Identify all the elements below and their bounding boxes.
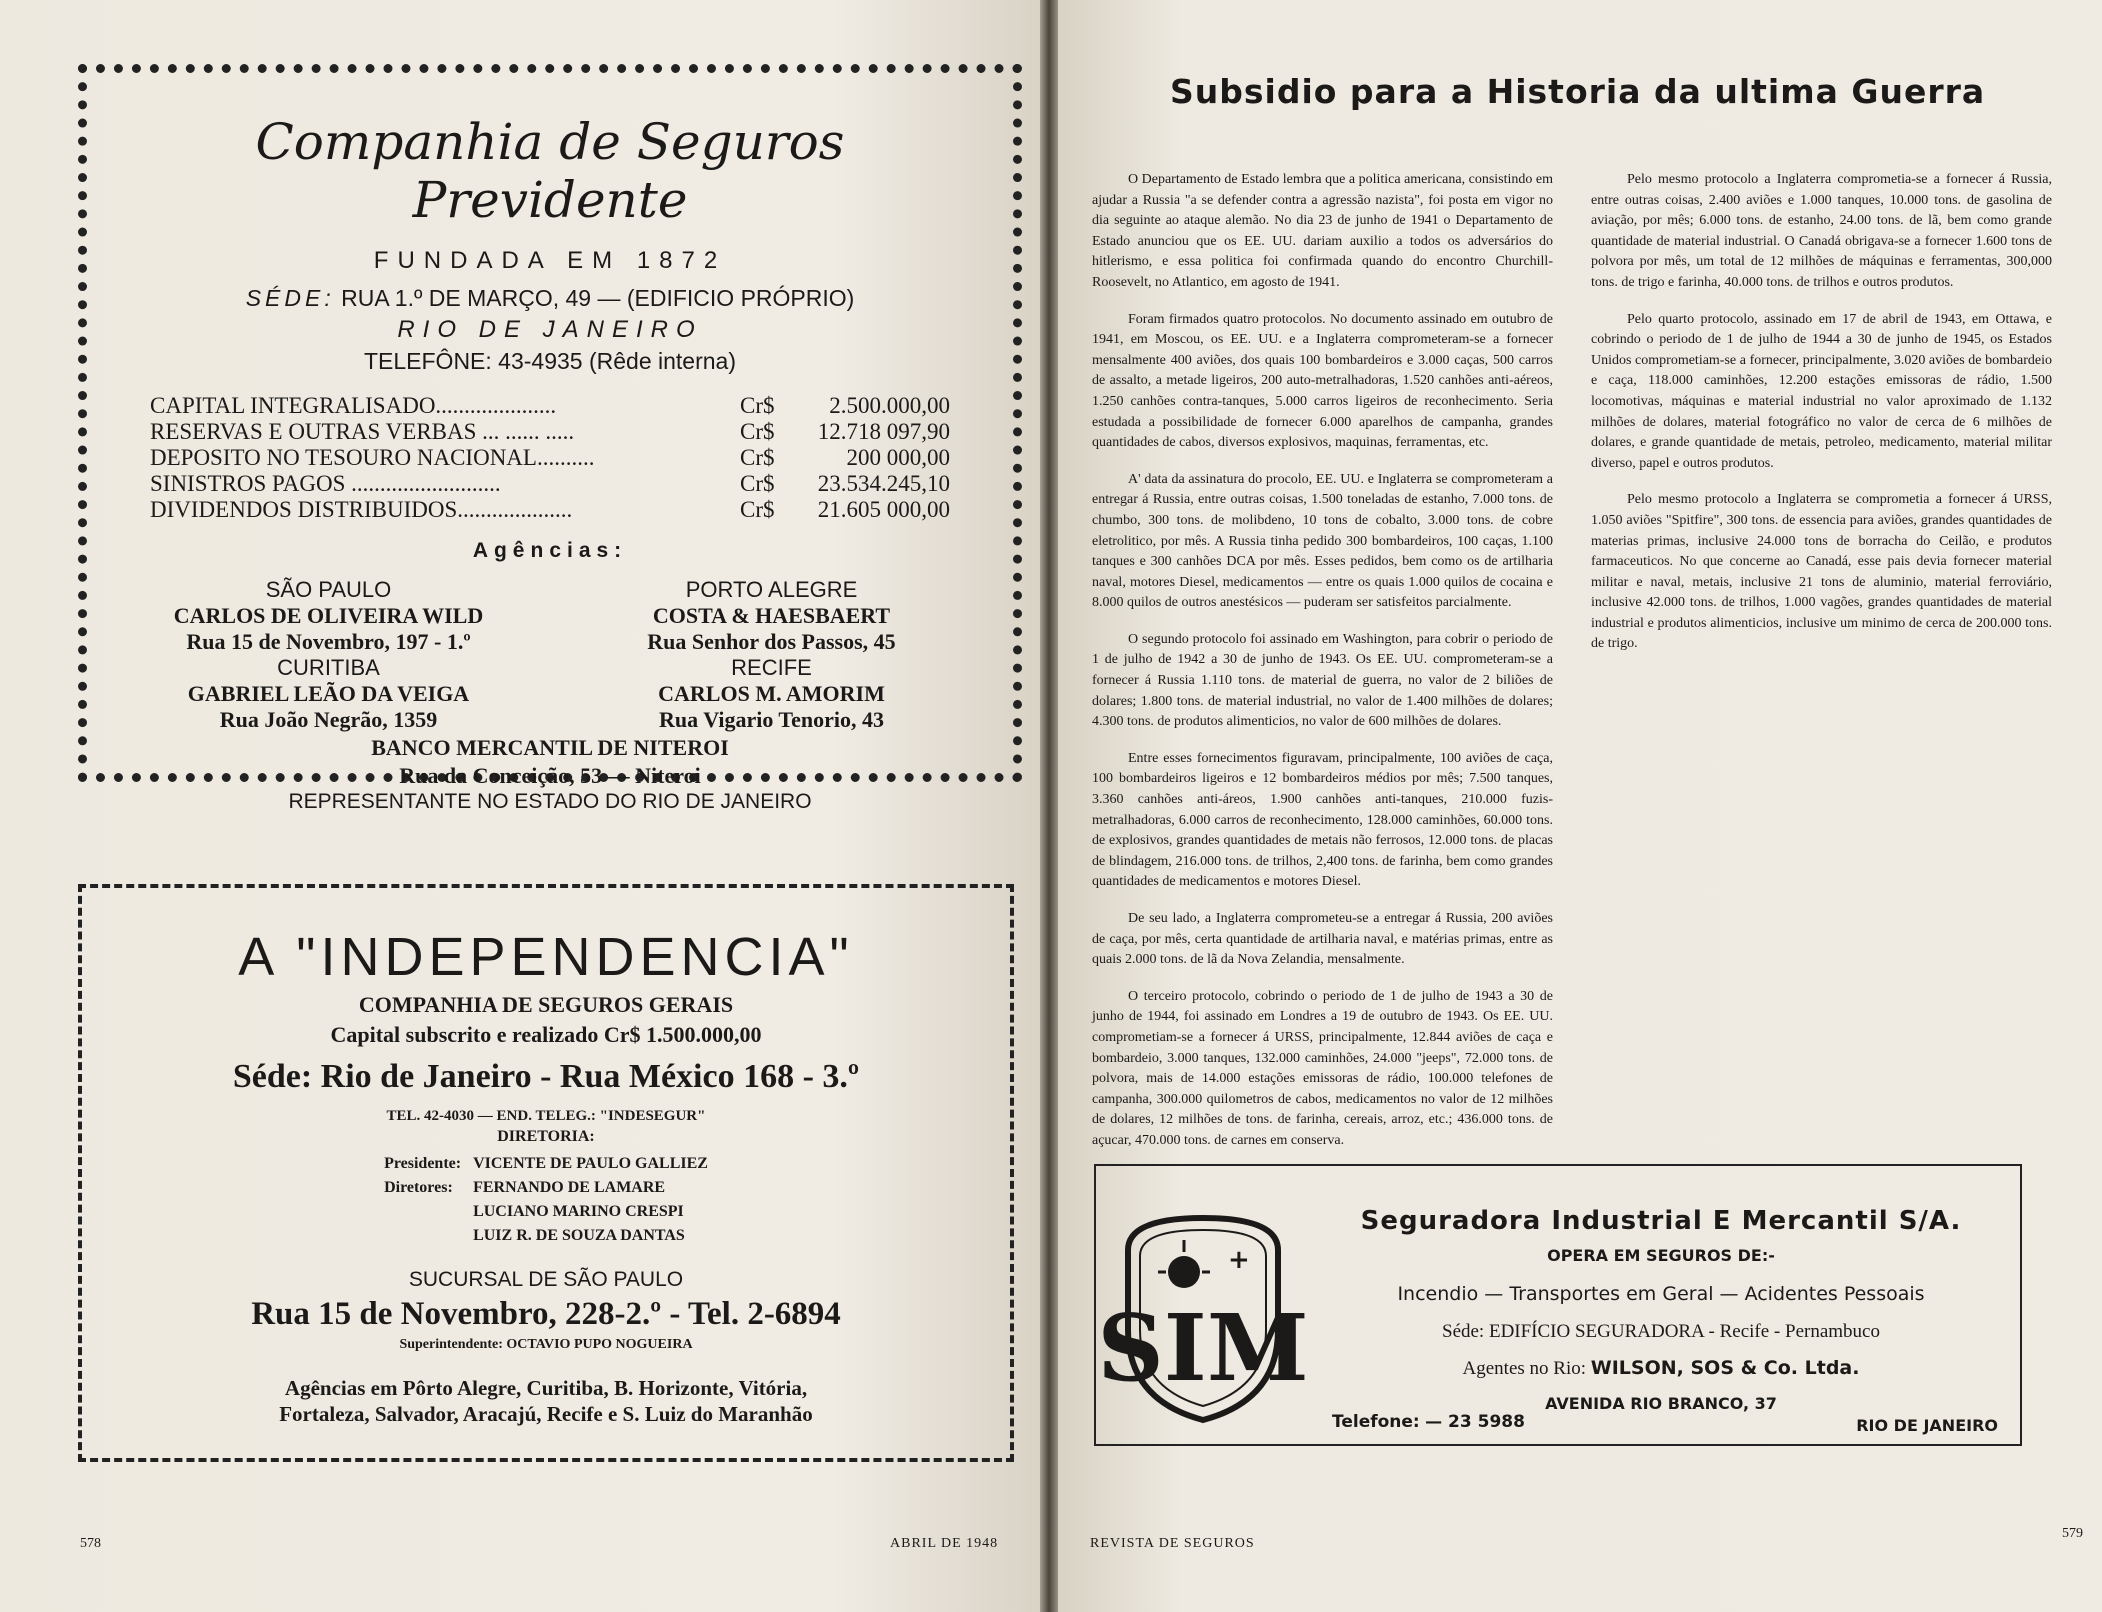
seguradora-sede: Séde: EDIFÍCIO SEGURADORA - Recife - Pernambuco	[1442, 1321, 1880, 1342]
article-body	[1092, 170, 2052, 1172]
independencia-sede: Séde: Rio de Janeiro - Rua México 168 - 3.º	[232, 1058, 860, 1095]
right-page	[1058, 0, 2102, 1612]
financial-value: 200 000,00	[846, 445, 950, 470]
financial-currency: Cr$	[740, 497, 775, 522]
director-name: LUIZ R. DE SOUZA DANTAS	[473, 1227, 685, 1244]
agency-city: PORTO ALEGRE	[685, 577, 858, 602]
financial-value: 21.605 000,00	[817, 497, 950, 522]
article-paragraph: Pelo quarto protocolo, assinado em 17 de abril de 1943, em Ottawa, e cobrindo o periodo de 1 de julho de 1944 a 30 de junho de 1945, os Estados Unidos comprometiam-se a fornecer, principalmente, 3.020 aviões de bombardeio e caça, 118.000 caminhões, 12.200 estações emissoras de rádio, 1.500 locomotivas, máquinas e material industrial no valor aproximado de 1.132 milhões de dolares, material fotográfico no valor de cerca de 6 milhões de dolares, e grande quantidade de metais, petroleo, medicamento, material militar diverso, papel e outros produtos.	[1591, 311, 2052, 471]
seguradora-name: Seguradora Industrial E Mercantil S/A.	[1360, 1206, 1962, 1236]
independencia-subtitle: COMPANHIA DE SEGUROS GERAIS	[358, 992, 734, 1017]
right-page-number: 579	[2062, 1526, 2083, 1541]
agentes-name: WILSON, SOS & Co. Ltda.	[1590, 1357, 1860, 1379]
director-name: FERNANDO DE LAMARE	[473, 1179, 666, 1196]
seguradora-agentes	[1316, 1357, 2006, 1380]
agencias-right-column	[570, 577, 973, 733]
telefone-label: Telefone:	[1332, 1412, 1420, 1432]
financial-label: CAPITAL INTEGRALISADO.....................	[150, 393, 557, 418]
financial-value: 12.718 097,90	[817, 419, 950, 444]
agencias-line: Fortaleza, Salvador, Aracajú, Recife e S. Luiz do Maranhão	[279, 1402, 813, 1426]
financial-currency: Cr$	[740, 393, 775, 418]
agency-address: Rua Senhor dos Passos, 45	[647, 629, 896, 654]
article-paragraph: Entre esses fornecimentos figuravam, principalmente, 100 aviões de caça, 100 bombardeiros ligeiros e 12 bombardeiros médios por mês; 7.500 tanques, 3.360 canhões anti-áreos, 1.900 canhões anti-tanques, 210.000 fuzis-metralhadoras, 6.000 carros de reconhecimento, 128.000 caminhões, 60.000 tons. de explosivos, grandes quantidades de metais não ferrosos, 12.000 tons. de placas de blindagem, 216.000 tons. de trilhos, 2,400 tons. de farinha, bem como grandes quantidades de medicamentos e motores Diesel.	[1092, 750, 1553, 890]
previdente-title: Companhia de Seguros Previdente	[255, 113, 845, 229]
independencia-sucursal: SUCURSAL DE SÃO PAULO	[408, 1268, 684, 1291]
issue-date: ABRIL DE 1948	[890, 1536, 999, 1551]
left-page-number: 578	[80, 1536, 101, 1551]
agency-address: Rua 15 de Novembro, 197 - 1.º	[186, 629, 471, 654]
director-name: LUCIANO MARINO CRESPI	[473, 1203, 684, 1220]
agency-address: Rua Vigario Tenorio, 43	[659, 707, 884, 732]
president-name: VICENTE DE PAULO GALLIEZ	[473, 1155, 708, 1172]
independencia-diretoria: DIRETORIA:	[497, 1128, 595, 1145]
book-gutter	[1040, 0, 1058, 1612]
previdente-sede-label: SÉDE:	[245, 285, 335, 311]
independencia-capital: Capital subscrito e realizado Cr$ 1.500.000,00	[330, 1022, 762, 1047]
financial-row	[150, 445, 950, 471]
independencia-ad	[78, 884, 1014, 1462]
financial-value: 2.500.000,00	[829, 393, 950, 418]
financial-currency: Cr$	[740, 471, 775, 496]
financial-label: DEPOSITO NO TESOURO NACIONAL..........	[150, 445, 595, 470]
svg-text:+: +	[1228, 1245, 1250, 1275]
directors-label: Diretores:	[384, 1179, 453, 1196]
financial-label: DIVIDENDOS DISTRIBUIDOS....................	[150, 497, 573, 522]
previdente-phone: TELEFÔNE: 43-4935 (Rêde interna)	[363, 348, 736, 374]
previdente-representative: REPRESENTANTE NO ESTADO DO RIO DE JANEIRO	[288, 790, 812, 813]
independencia-directors	[378, 1152, 714, 1248]
agencias-left-column	[127, 577, 530, 733]
article-paragraph: Pelo mesmo protocolo a Inglaterra se comprometia a fornecer á URSS, 1.050 aviões "Spitfire", 300 tons. de essencia para aviões, grandes quantidades de materias primas, inclusive 24.000 tons de borracha do Ceilão, e produtos farmaceuticos. No que concerne ao Canadá, esse pais devia fornecer material militar e naval, metais, inclusive 21 tons de aluminio, material ferroviário, inclusive 42.000 tons. de trilhos, 1.000 vagões, grandes quantidades de material industrial e produtos alimenticios, inclusive um minimo de cerca de 200.000 tons. de trigo.	[1591, 492, 2052, 652]
financial-row	[150, 419, 950, 445]
agency-name: GABRIEL LEÃO DA VEIGA	[187, 681, 470, 706]
independencia-title: A "INDEPENDENCIA"	[238, 927, 854, 987]
seguradora-ad	[1094, 1164, 2022, 1446]
financial-currency: Cr$	[740, 419, 775, 444]
previdente-sede-address: RUA 1.º DE MARÇO, 49 — (EDIFICIO PRÓPRIO)	[341, 285, 855, 311]
independencia-agencias	[112, 1375, 980, 1427]
agency-city: SÃO PAULO	[265, 577, 392, 602]
previdente-sede	[127, 285, 973, 312]
president-label: Presidente:	[384, 1155, 462, 1172]
previdente-city: RIO DE JANEIRO	[397, 316, 703, 343]
financial-currency: Cr$	[740, 445, 775, 470]
agency-name: CARLOS M. AMORIM	[658, 681, 885, 706]
previdente-founded: FUNDADA EM 1872	[373, 247, 727, 274]
seguradora-ad-body	[1316, 1166, 2006, 1413]
financial-row	[150, 393, 950, 419]
article-paragraph: O segundo protocolo foi assinado em Washington, para cobrir o periodo de 1 de julho de 1942 a 30 de junho de 1943. Os EE. UU. comprometeram-se a fornecer á Russia 1.110 tons. de material de guerra, no valor de 2 biliões de dolares; 1.800 tons. de material industrial, no valor de 1.400 milhões de dolares; 4.300 tons. de produtos alimenticios, no valor de 600 milhões de dolares.	[1092, 631, 1553, 730]
seguradora-telefone	[1332, 1412, 1525, 1432]
financial-label: SINISTROS PAGOS ..........................	[150, 471, 501, 496]
agency-city: RECIFE	[731, 655, 812, 680]
seguradora-avenida: AVENIDA RIO BRANCO, 37	[1545, 1394, 1777, 1413]
agentes-label: Agentes no Rio:	[1462, 1358, 1587, 1379]
article-paragraph: A' data da assinatura do procolo, EE. UU. e Inglaterra se comprometeram a entregar á Russia, entre outras coisas, 1.500 toneladas de estanho, 7.000 tons. de chumbo, 300 tons. de molibdeno, 10 tons de cobalto, 3.000 tons. de cobre eletrolitico, por mês. A Russia tinha pedido 300 bombardeiros, 100 caças, 1.100 tanques e 300 canhões DCA por mês. Esses pedidos, bem como os de artilharia naval, motores Diesel, medicamentos — entre os quais 1.000 quilos de cocaina e 8.000 quilos de outros anestésicos — puderam ser satisfeitos parcialmente.	[1092, 471, 1553, 611]
logo-monogram: SIM	[1097, 1294, 1309, 1402]
previdente-bank: BANCO MERCANTIL DE NITEROI	[371, 735, 729, 760]
seguradora-city: RIO DE JANEIRO	[1856, 1416, 1998, 1435]
previdente-agencias	[127, 577, 973, 733]
agency-city: CURITIBA	[277, 655, 380, 680]
previdente-financials	[150, 393, 950, 523]
independencia-superintendent: Superintendente: OCTAVIO PUPO NOGUEIRA	[399, 1337, 693, 1352]
article-paragraph: Foram firmados quatro protocolos. No documento assinado em outubro de 1941, em Moscou, os EE. UU. e a Inglaterra comprometeram-se a fornecer mensalmente 400 aviões, dos quais 100 bombardeiros e 3.000 caças, 500 carros de assalto, a metade ligeiros, 200 auto-metralhadoras, 1.520 canhões anti-aéreos, 1.250 canhões contra-tanques, 5.000 carros ligeiros de reconhecimento. Seria estudada a possibilidade de fornecer 6.000 aparelhos de campanha, grandes quantidades de cabos, diversos explosivos, maquinas, ferramentas, etc.	[1092, 311, 1553, 451]
article-paragraph: O terceiro protocolo, cobrindo o periodo de 1 de julho de 1943 a 30 de junho de 1944, foi assinado em Londres a 19 de outubro de 1943. Os EE. UU. comprometiam-se a fornecer á URSS, principalmente, 12.844 aviões de caça e bombardeio, 3.000 tanques, 132.000 caminhões, 24.000 "jeeps", 72.000 tons. de polvora, mais de 14.000 estações emissoras de rádio, 100.000 telefones de campanha, 300.000 quilometros de cabos, medicamentos no valor de 12 milhões de dolares, 12 milhões de tons. de farinha, cereais, arroz, etc.; 436.000 tons. de açucar, 470.000 tons. de carnes em conserva.	[1092, 988, 1553, 1148]
seguradora-opera: OPERA EM SEGUROS DE:-	[1547, 1246, 1775, 1265]
previdente-agencias-title: Agências:	[472, 539, 628, 562]
financial-row	[150, 497, 950, 523]
article-title: Subsidio para a Historia da ultima Guerra	[1170, 72, 1986, 111]
financial-label: RESERVAS E OUTRAS VERBAS ... ...... .....	[150, 419, 575, 444]
independencia-sucursal-address: Rua 15 de Novembro, 228-2.º - Tel. 2-6894	[251, 1296, 841, 1332]
left-page	[0, 0, 1040, 1612]
article-paragraph: O Departamento de Estado lembra que a politica americana, consistindo em ajudar a Russia "a se defender contra a agressão nazista", foi posta em vigor no dia seguinte ao ataque alemão. No dia 23 de junho de 1941 o Departamento de Estado anunciou que os EE. UU. dariam auxilio a todos os adversários do hitlerismo, e essa politica foi confirmada quando do encontro Churchill-Roosevelt, no Atlantico, em agosto de 1941.	[1092, 172, 1553, 290]
independencia-tel: TEL. 42-4030 — END. TELEG.: "INDESEGUR"	[386, 1108, 706, 1124]
seguradora-shield-logo-icon	[1097, 1210, 1309, 1426]
seguradora-lines: Incendio — Transportes em Geral — Acidentes Pessoais	[1397, 1283, 1925, 1305]
agencias-line: Agências em Pôrto Alegre, Curitiba, B. Horizonte, Vitória,	[284, 1376, 808, 1400]
magazine-name: REVISTA DE SEGUROS	[1090, 1536, 1255, 1551]
agency-name: COSTA & HAESBAERT	[652, 603, 891, 628]
previdente-ad	[78, 64, 1022, 813]
financial-row	[150, 471, 950, 497]
previdente-bank-address: Rua da Conceição, 53 — Niteroi	[399, 763, 701, 788]
agency-name: CARLOS DE OLIVEIRA WILD	[173, 603, 484, 628]
article-paragraph: De seu lado, a Inglaterra comprometeu-se a entregar á Russia, 200 aviões de caça, por mês, certa quantidade de artilharia naval, e matérias primas, entre as quais 2.000 tons. de lã da Nova Zelandia, mensalmente.	[1092, 911, 1553, 968]
telefone-number: — 23 5988	[1425, 1412, 1525, 1432]
article-paragraph: Pelo mesmo protocolo a Inglaterra comprometia-se a fornecer á Russia, entre outras coisas, 2.400 aviões e 1.000 tanques, 10.000 tons. de gasolina de aviação, por mês; 6.000 tons. de estanho, 24.00 tons. de lã, bem como grande quantidade de material industrial. O Canadá obrigava-se a fornecer 1.600 tons de polvora por mês, um total de 12 milhões de máquinas e ferramentas, 300,000 tons. de trigo e farinha, 40.000 tons. de trilhos e outros produtos.	[1591, 172, 2052, 290]
agency-address: Rua João Negrão, 1359	[219, 707, 438, 732]
financial-value: 23.534.245,10	[817, 471, 950, 496]
